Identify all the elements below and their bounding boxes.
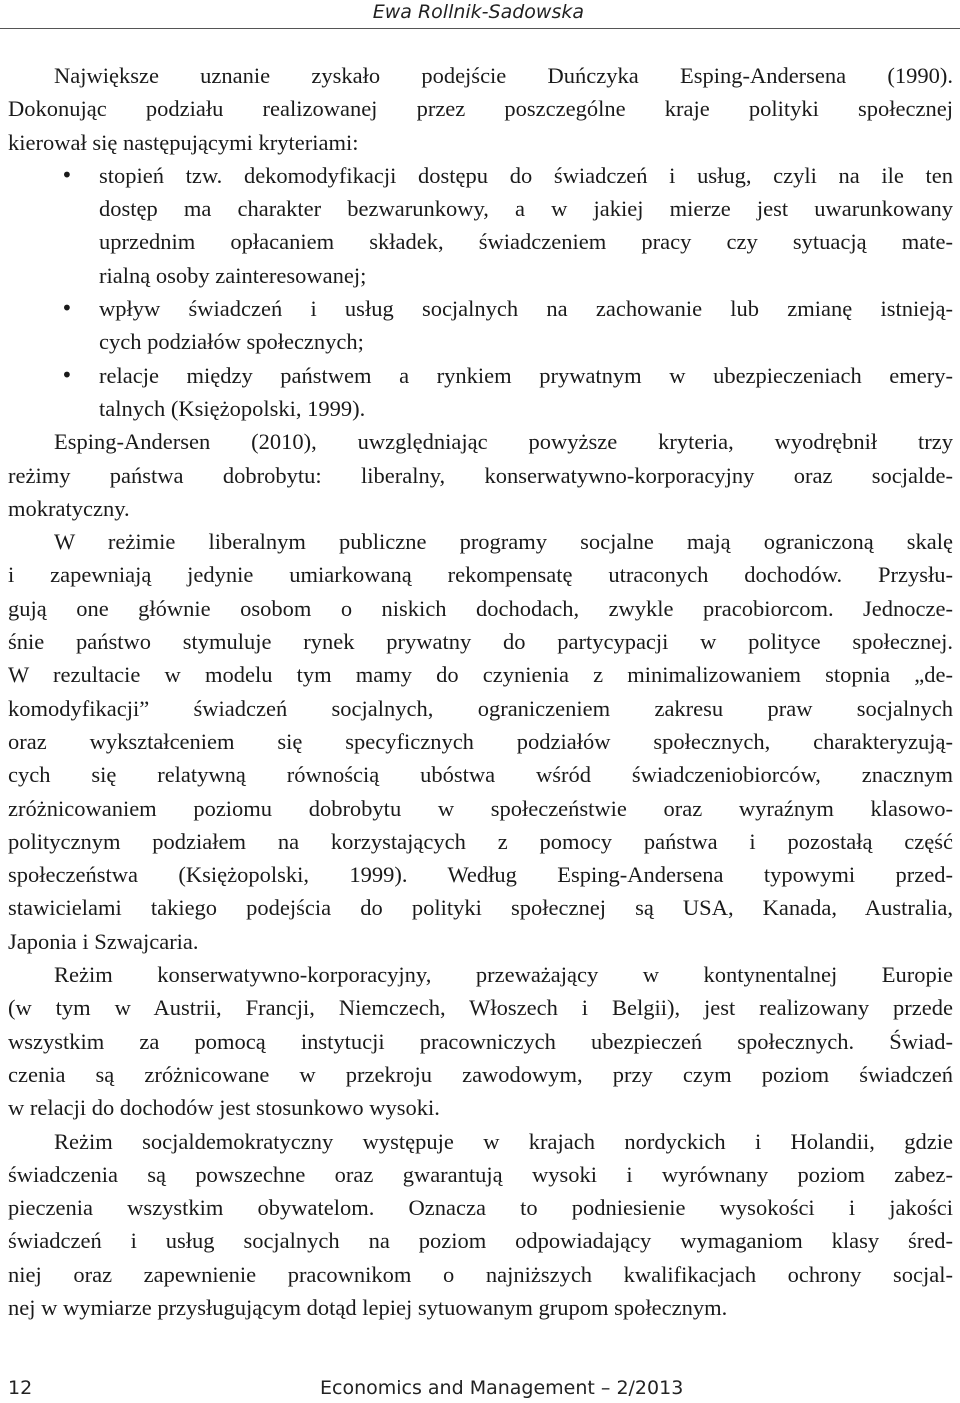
list-item <box>8 159 953 292</box>
bullet-icon: • <box>61 362 73 387</box>
text-line: nej w wymiarze przysługującym dotąd lepiej sytuowanym grupom społecznym. <box>8 1294 728 1320</box>
text-line: mokratyczny. <box>8 495 130 521</box>
text-line: czenia są zróżnicowane w przekroju zawodowym, przy czym poziom świadczeń <box>8 1061 953 1087</box>
text-line: (w tym w Austrii, Francji, Niemczech, Włoszech i Belgii), jest realizowany przede <box>8 995 953 1021</box>
page-number: 12 <box>8 1377 33 1399</box>
text-line: świadczeń i usług socjalnych na poziom odpowiadający wymaganiom klasy śred- <box>8 1228 953 1254</box>
text-line: kierował się następującymi kryteriami: <box>8 129 359 155</box>
text-line: cych się relatywną równością ubóstwa wśród świadczeniobiorców, znacznym <box>8 762 953 788</box>
text-line: wszystkim za pomocą instytucji pracowniczych ubezpieczeń społecznych. Świad- <box>8 1028 953 1054</box>
text-line: zróżnicowaniem poziomu dobrobytu w społeczeństwie oraz wyraźnym klasowo- <box>8 795 953 821</box>
bullet-icon: • <box>61 162 73 187</box>
text-line: W rezultacie w modelu tym mamy do czynienia z minimalizowaniem stopnia „de- <box>8 662 953 688</box>
list-item-line <box>8 392 953 425</box>
list-item-text: cych podziałów społecznych; <box>99 329 364 355</box>
list-item-line <box>8 225 953 258</box>
list-item-line <box>8 259 953 292</box>
text-line: oraz wykształceniem się specyficznych podziałów społecznych, charakteryzują- <box>8 728 953 754</box>
article-body <box>8 59 953 1324</box>
text-line: stawicielami takiego podejścia do polityki społecznej są USA, Kanada, Australia, <box>8 895 953 921</box>
page-header <box>0 0 960 32</box>
text-line: gują one głównie osobom o niskich dochodach, zwykle pracobiorcom. Jednocze- <box>8 595 953 621</box>
text-line: Reżim konserwatywno-korporacyjny, przeważający w kontynentalnej Europie <box>54 962 953 988</box>
list-item-line <box>8 292 953 325</box>
list-item-line <box>8 325 953 358</box>
text-line: Esping-Andersen (2010), uwzględniając powyższe kryteria, wyodrębnił trzy <box>54 429 953 455</box>
text-line: społeczeństwa (Księżopolski, 1999). Według Esping-Andersena typowymi przed- <box>8 862 953 888</box>
header-rule <box>0 28 960 29</box>
text-line: Japonia i Szwajcaria. <box>8 928 199 954</box>
text-line: świadczenia są powszechne oraz gwarantują wysoki i wyrównany poziom zabez- <box>8 1161 953 1187</box>
text-line: komodyfikacji” świadczeń socjalnych, ograniczeniem zakresu praw socjalnych <box>8 695 953 721</box>
running-header-author: Ewa Rollnik-Sadowska <box>372 1 584 23</box>
text-line: politycznym podziałem na korzystających z pomocy państwa i pozostałą część <box>8 828 953 854</box>
bullet-icon: • <box>61 296 73 321</box>
journal-citation: Economics and Management – 2/2013 <box>320 1377 684 1399</box>
list-item-line <box>8 159 953 192</box>
list-item-line <box>8 359 953 392</box>
list-item-text: stopień tzw. dekomodyfikacji dostępu do świadczeń i usług, czyli na ile ten <box>99 162 953 188</box>
list-item <box>8 292 953 359</box>
text-line: niej oraz zapewnienie pracownikom o najniższych kwalifikacjach ochrony socjal- <box>8 1261 953 1287</box>
paragraph-intro <box>8 59 953 159</box>
page-footer <box>0 1375 960 1403</box>
list-item-text: relacje między państwem a rynkiem prywatnym w ubezpieczeniach emery- <box>99 362 953 388</box>
list-item-text: dostęp ma charakter bezwarunkowy, a w jakiej mierze jest uwarunkowany <box>99 196 953 222</box>
list-item-line <box>8 192 953 225</box>
list-item-text: uprzednim opłacaniem składek, świadczeniem pracy czy sytuacją mate- <box>99 229 953 255</box>
paragraph-conservative-regime <box>8 958 953 1124</box>
list-item-text: rialną osoby zainteresowanej; <box>99 262 367 288</box>
text-line: Reżim socjaldemokratyczny występuje w krajach nordyckich i Holandii, gdzie <box>54 1128 953 1154</box>
text-line: Dokonując podziału realizowanej przez poszczególne kraje polityki społecznej <box>8 96 953 122</box>
text-line: W reżimie liberalnym publiczne programy socjalne mają ograniczoną skalę <box>54 529 953 555</box>
text-line: śnie państwo stymuluje rynek prywatny do partycypacji w polityce społecznej. <box>8 629 953 655</box>
list-item <box>8 359 953 426</box>
list-item-text: wpływ świadczeń i usług socjalnych na zachowanie lub zmianę istnieją- <box>99 296 953 322</box>
text-line: pieczenia wszystkim obywatelom. Oznacza to podniesienie wysokości i jakości <box>8 1195 953 1221</box>
text-line: reżimy państwa dobrobytu: liberalny, konserwatywno-korporacyjny oraz socjalde- <box>8 462 953 488</box>
text-line: w relacji do dochodów jest stosunkowo wysoki. <box>8 1095 440 1121</box>
text-line: i zapewniają jedynie umiarkowaną rekompensatę utraconych dochodów. Przysłu- <box>8 562 953 588</box>
paragraph-social-democratic-regime <box>8 1125 953 1325</box>
text-line: Największe uznanie zyskało podejście Duńczyka Esping-Andersena (1990). <box>54 63 953 88</box>
criteria-list <box>8 159 953 425</box>
list-item-text: talnych (Księżopolski, 1999). <box>99 395 366 421</box>
paragraph-regimes-overview <box>8 425 953 525</box>
paragraph-liberal-regime <box>8 525 953 958</box>
